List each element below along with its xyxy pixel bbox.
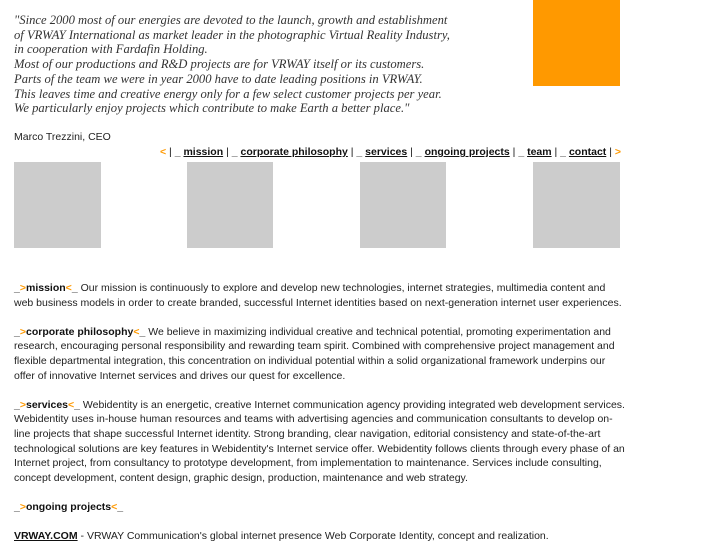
section-mission — [14, 281, 626, 310]
nav-prefix: _ — [518, 146, 525, 158]
nav-left-arrow: < — [159, 146, 167, 158]
section-text: We believe in maximizing individual creative and technical potential, promoting experimentation and research, encouraging personal responsibility and rewarding team spirit. Combined with comprehensive project management and flexible departmental integration, this concentration on individual potential within a solid organizational framework underpins our offer of innovative Internet services and drives our quest for excellence. — [14, 325, 615, 382]
quote-line: We particularly enjoy projects which contribute to make Earth a better place." — [14, 101, 410, 116]
nav-prefix: _ — [560, 146, 567, 158]
project-description: - VRWAY Communication's global internet presence Web Corporate Identity, concept and realization. — [77, 530, 549, 543]
nav-separator: | — [410, 146, 413, 158]
quote-line: in cooperation with Fardafin Holding. — [14, 42, 208, 57]
nav-separator: | — [350, 146, 354, 158]
section-title-services: _>services<_ — [14, 398, 81, 411]
section-services — [14, 398, 626, 486]
orange-logo-block — [533, 0, 620, 86]
section-corporate-philosophy — [14, 325, 626, 383]
nav-link-mission[interactable]: mission — [183, 146, 224, 158]
section-text: Webidentity is an energetic, creative Internet communication agency providing integrated web development services. Webidentity uses in-house human resources and teams with advertising agencies and communication consultants to develop on-line projects that shape successful Internet identity. Strong branding, clear navigation, editorial consistency and state-of-the-art technological solutions are key features in Webidentity's Internet service offer. Webidentity follows clients through every phase of an Internet project, from consultancy to prototype development, from implementation to maintenance. Services include consulting, concept development, content design, graphic design, production, maintenance and web strategy. — [14, 398, 625, 484]
section-text: Our mission is continuously to explore and develop new technologies, internet strategies, multimedia content and web business models in order to create branded, successful Internet identities based on next-generation internet user experiences. — [14, 282, 622, 309]
section-title-corporate-philosophy: _>corporate philosophy<_ — [14, 325, 146, 338]
nav-separator: | — [512, 146, 516, 158]
quote-line: Most of our productions and R&D projects are for VRWAY itself or its customers. — [14, 57, 425, 72]
quote-author: Marco Trezzini, CEO — [14, 131, 111, 143]
quote-line: This leaves time and creative energy only for a few select customer projects per year. — [14, 86, 442, 101]
nav-prefix: _ — [415, 146, 422, 158]
thumbnail-image — [14, 162, 101, 248]
main-content — [14, 281, 626, 558]
quote-line: Parts of the team we were in year 2000 have to date leading positions in VRWAY. — [14, 71, 423, 86]
quote-line: of VRWAY International as market leader in the photographic Virtual Reality Industry, — [14, 27, 450, 42]
nav-prefix: _ — [174, 146, 181, 158]
project-item — [14, 529, 626, 544]
nav-separator: | — [609, 146, 612, 158]
thumbnail-image — [533, 162, 620, 248]
thumbnail-image — [360, 162, 446, 248]
nav-link-services[interactable]: services — [365, 146, 408, 158]
ceo-quote — [14, 13, 514, 116]
nav-separator: | — [554, 146, 558, 158]
nav-prefix: _ — [356, 146, 363, 158]
nav-link-contact[interactable]: contact — [568, 146, 607, 158]
nav-right-arrow: > — [614, 146, 621, 158]
quote-line: "Since 2000 most of our energies are devoted to the launch, growth and establishment — [14, 13, 448, 27]
project-link-vrway[interactable]: VRWAY.COM — [14, 530, 78, 543]
section-ongoing-projects — [14, 500, 626, 515]
section-title-ongoing-projects: _>ongoing projects<_ — [14, 500, 124, 513]
nav-link-ongoing-projects[interactable]: ongoing projects — [424, 146, 510, 158]
nav-link-team[interactable]: team — [527, 146, 552, 158]
thumbnail-image — [187, 162, 273, 248]
nav-link-corporate-philosophy[interactable]: corporate philosophy — [240, 146, 348, 158]
section-nav — [160, 146, 621, 158]
nav-separator: | — [169, 146, 172, 158]
nav-prefix: _ — [231, 146, 238, 158]
section-title-mission: _>mission<_ — [14, 282, 78, 294]
nav-separator: | — [226, 146, 229, 158]
